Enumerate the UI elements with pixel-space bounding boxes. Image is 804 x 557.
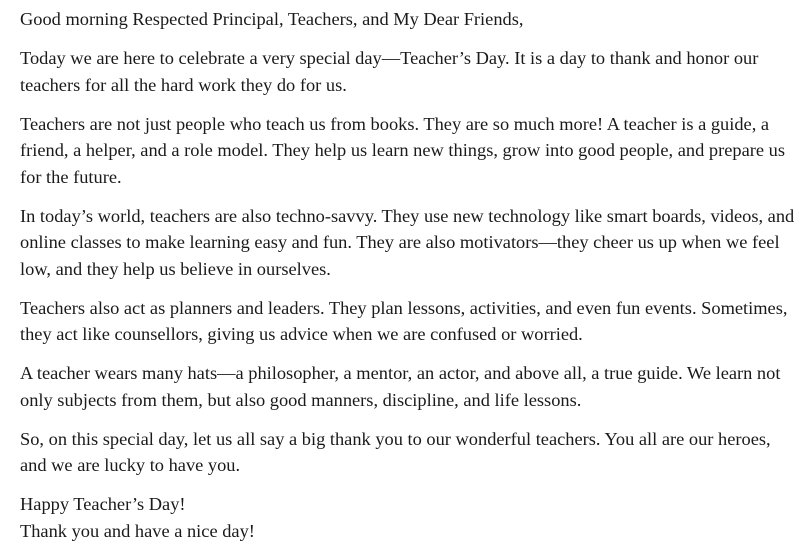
- paragraph: Today we are here to celebrate a very special day—Teacher’s Day. It is a day to thank and honor our teachers for all the hard work they do for us.: [20, 48, 759, 95]
- paragraph: A teacher wears many hats—a philosopher, a mentor, an actor, and above all, a true guide. We learn not only subjects from them, but also good manners, discipline, and life lessons.: [20, 363, 781, 410]
- closing: [20, 491, 798, 544]
- greeting: Good morning Respected Principal, Teachers, and My Dear Friends,: [20, 9, 524, 29]
- closing-line-1: Happy Teacher’s Day!: [20, 494, 186, 514]
- closing-line-2: Thank you and have a nice day!: [20, 520, 255, 541]
- paragraph: In today’s world, teachers are also techno-savvy. They use new technology like smart boards, videos, and online classes to make learning easy and fun. They are also motivators—they cheer us up when we feel low, and they help us believe in ourselves.: [20, 205, 795, 279]
- paragraph: So, on this special day, let us all say a big thank you to our wonderful teachers. You all are our heroes, and we are lucky to have you.: [20, 428, 771, 475]
- paragraph: Teachers are not just people who teach us from books. They are so much more! A teacher is a guide, a friend, a helper, and a role model. They help us learn new things, grow into good people, and prepare us for the future.: [20, 113, 785, 187]
- paragraph: Teachers also act as planners and leaders. They plan lessons, activities, and even fun events. Sometimes, they act like counsellors, giving us advice when we are confused or worried.: [20, 297, 788, 344]
